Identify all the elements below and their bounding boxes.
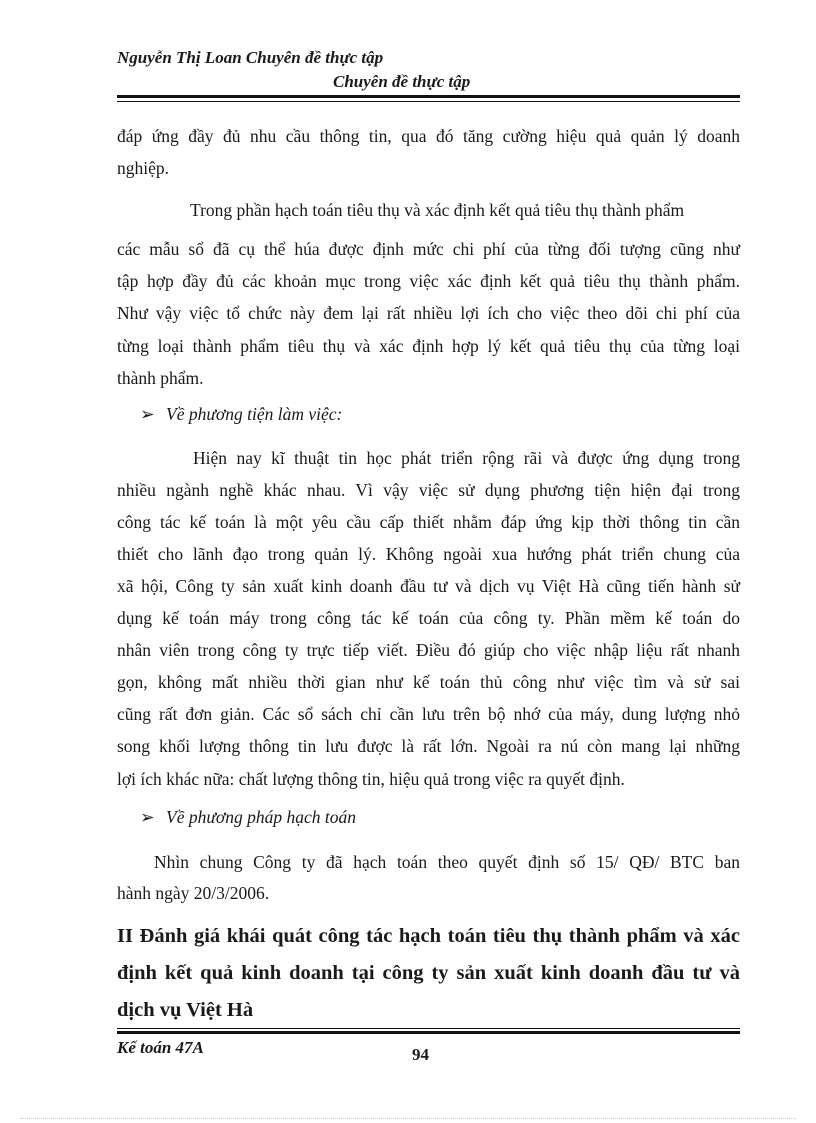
p3-line: lợi ích khác nữa: chất lượng thông tin, hiệu quả trong việc ra quyết định.	[117, 769, 625, 789]
p2-line: từng loại thành phẩm tiêu thụ và xác định hợp lý kết quả tiêu thụ của từng loại	[117, 336, 740, 356]
footer-rule-thin	[117, 1028, 740, 1029]
header-rule-thin	[117, 101, 740, 102]
arrow-bullet-icon: ➢	[140, 404, 155, 424]
p3-line: dụng kế toán máy trong công tác kế toán của công ty. Phần mềm kế toán do	[117, 608, 740, 628]
p4-line: hành ngày 20/3/2006.	[117, 883, 270, 903]
p2-line: Như vậy việc tổ chức này đem lại rất nhiều lợi ích cho việc theo dõi chi phí của	[117, 303, 740, 323]
p2-line: các mẫu sổ đã cụ thể húa được định mức chi phí của từng đối tượng cũng như	[117, 239, 740, 259]
p3-line: nhiều ngành nghề khác nhau. Vì vậy việc sử dụng phương tiện hiện đại trong	[117, 480, 740, 500]
p3-line: công tác kế toán là một yêu cầu cấp thiết nhằm đáp ứng kịp thời thông tin cần	[117, 512, 740, 532]
p3-line: nhân viên trong công ty trực tiếp viết. Điều đó giúp cho việc nhập liệu rất nhanh	[117, 640, 740, 660]
p1-line: nghiệp.	[117, 158, 170, 178]
p4-line: Nhìn chung Công ty đã hạch toán theo quyết định số 15/ QĐ/ BTC ban	[154, 852, 740, 872]
arrow-bullet-icon: ➢	[140, 807, 155, 827]
p3-line: xã hội, Công ty sản xuất kinh doanh đầu tư và dịch vụ Việt Hà cũng tiến hành sử	[117, 576, 740, 596]
bullet-item	[140, 807, 356, 828]
header-subtitle: Chuyên đề thực tập	[333, 72, 471, 91]
p2-line: Trong phần hạch toán tiêu thụ và xác định kết quả tiêu thụ thành phẩm	[190, 200, 685, 220]
p3-line: cũng rất đơn giản. Các sổ sách chỉ cần lưu trên bộ nhớ của máy, dung lượng nhỏ	[117, 704, 740, 724]
bullet-label: Về phương pháp hạch toán	[166, 807, 356, 827]
bullet-label: Về phương tiện làm việc:	[166, 404, 343, 424]
header-rule-thick	[117, 95, 740, 98]
header-author-line: Nguyễn Thị Loan Chuyên đề thực tập	[117, 48, 384, 67]
p2-line: thành phẩm.	[117, 368, 204, 388]
p3-line: gọn, không mất nhiều thời gian như kế toán thủ công như việc tìm và sử sai	[117, 672, 740, 692]
page-bottom-divider	[20, 1118, 796, 1119]
p2-line: tập hợp đầy đủ các khoản mục trong việc xác định kết quả tiêu thụ thành phẩm.	[117, 271, 740, 291]
p3-line: song khối lượng thông tin lưu được là rất lớn. Ngoài ra nú còn mang lại những	[117, 736, 740, 756]
footer-course: Kế toán 47A	[117, 1038, 204, 1057]
p3-line: Hiện nay kĩ thuật tin học phát triển rộng rãi và được ứng dụng trong	[193, 448, 740, 468]
bullet-item	[140, 404, 342, 425]
section-heading: II Đánh giá khái quát công tác hạch toán tiêu thụ thành phẩm và xác định kết quả kinh doanh tại công ty sản xuất kinh doanh đầu tư và dịch vụ Việt Hà	[117, 925, 740, 1021]
p3-line: thiết cho lãnh đạo trong quản lý. Không ngoài xua hướng phát triển chung của	[117, 544, 740, 564]
p1-line: đáp ứng đầy đủ nhu cầu thông tin, qua đó tăng cường hiệu quả quản lý doanh	[117, 126, 740, 146]
page-number: 94	[412, 1045, 429, 1064]
footer-rule-thick	[117, 1031, 740, 1034]
